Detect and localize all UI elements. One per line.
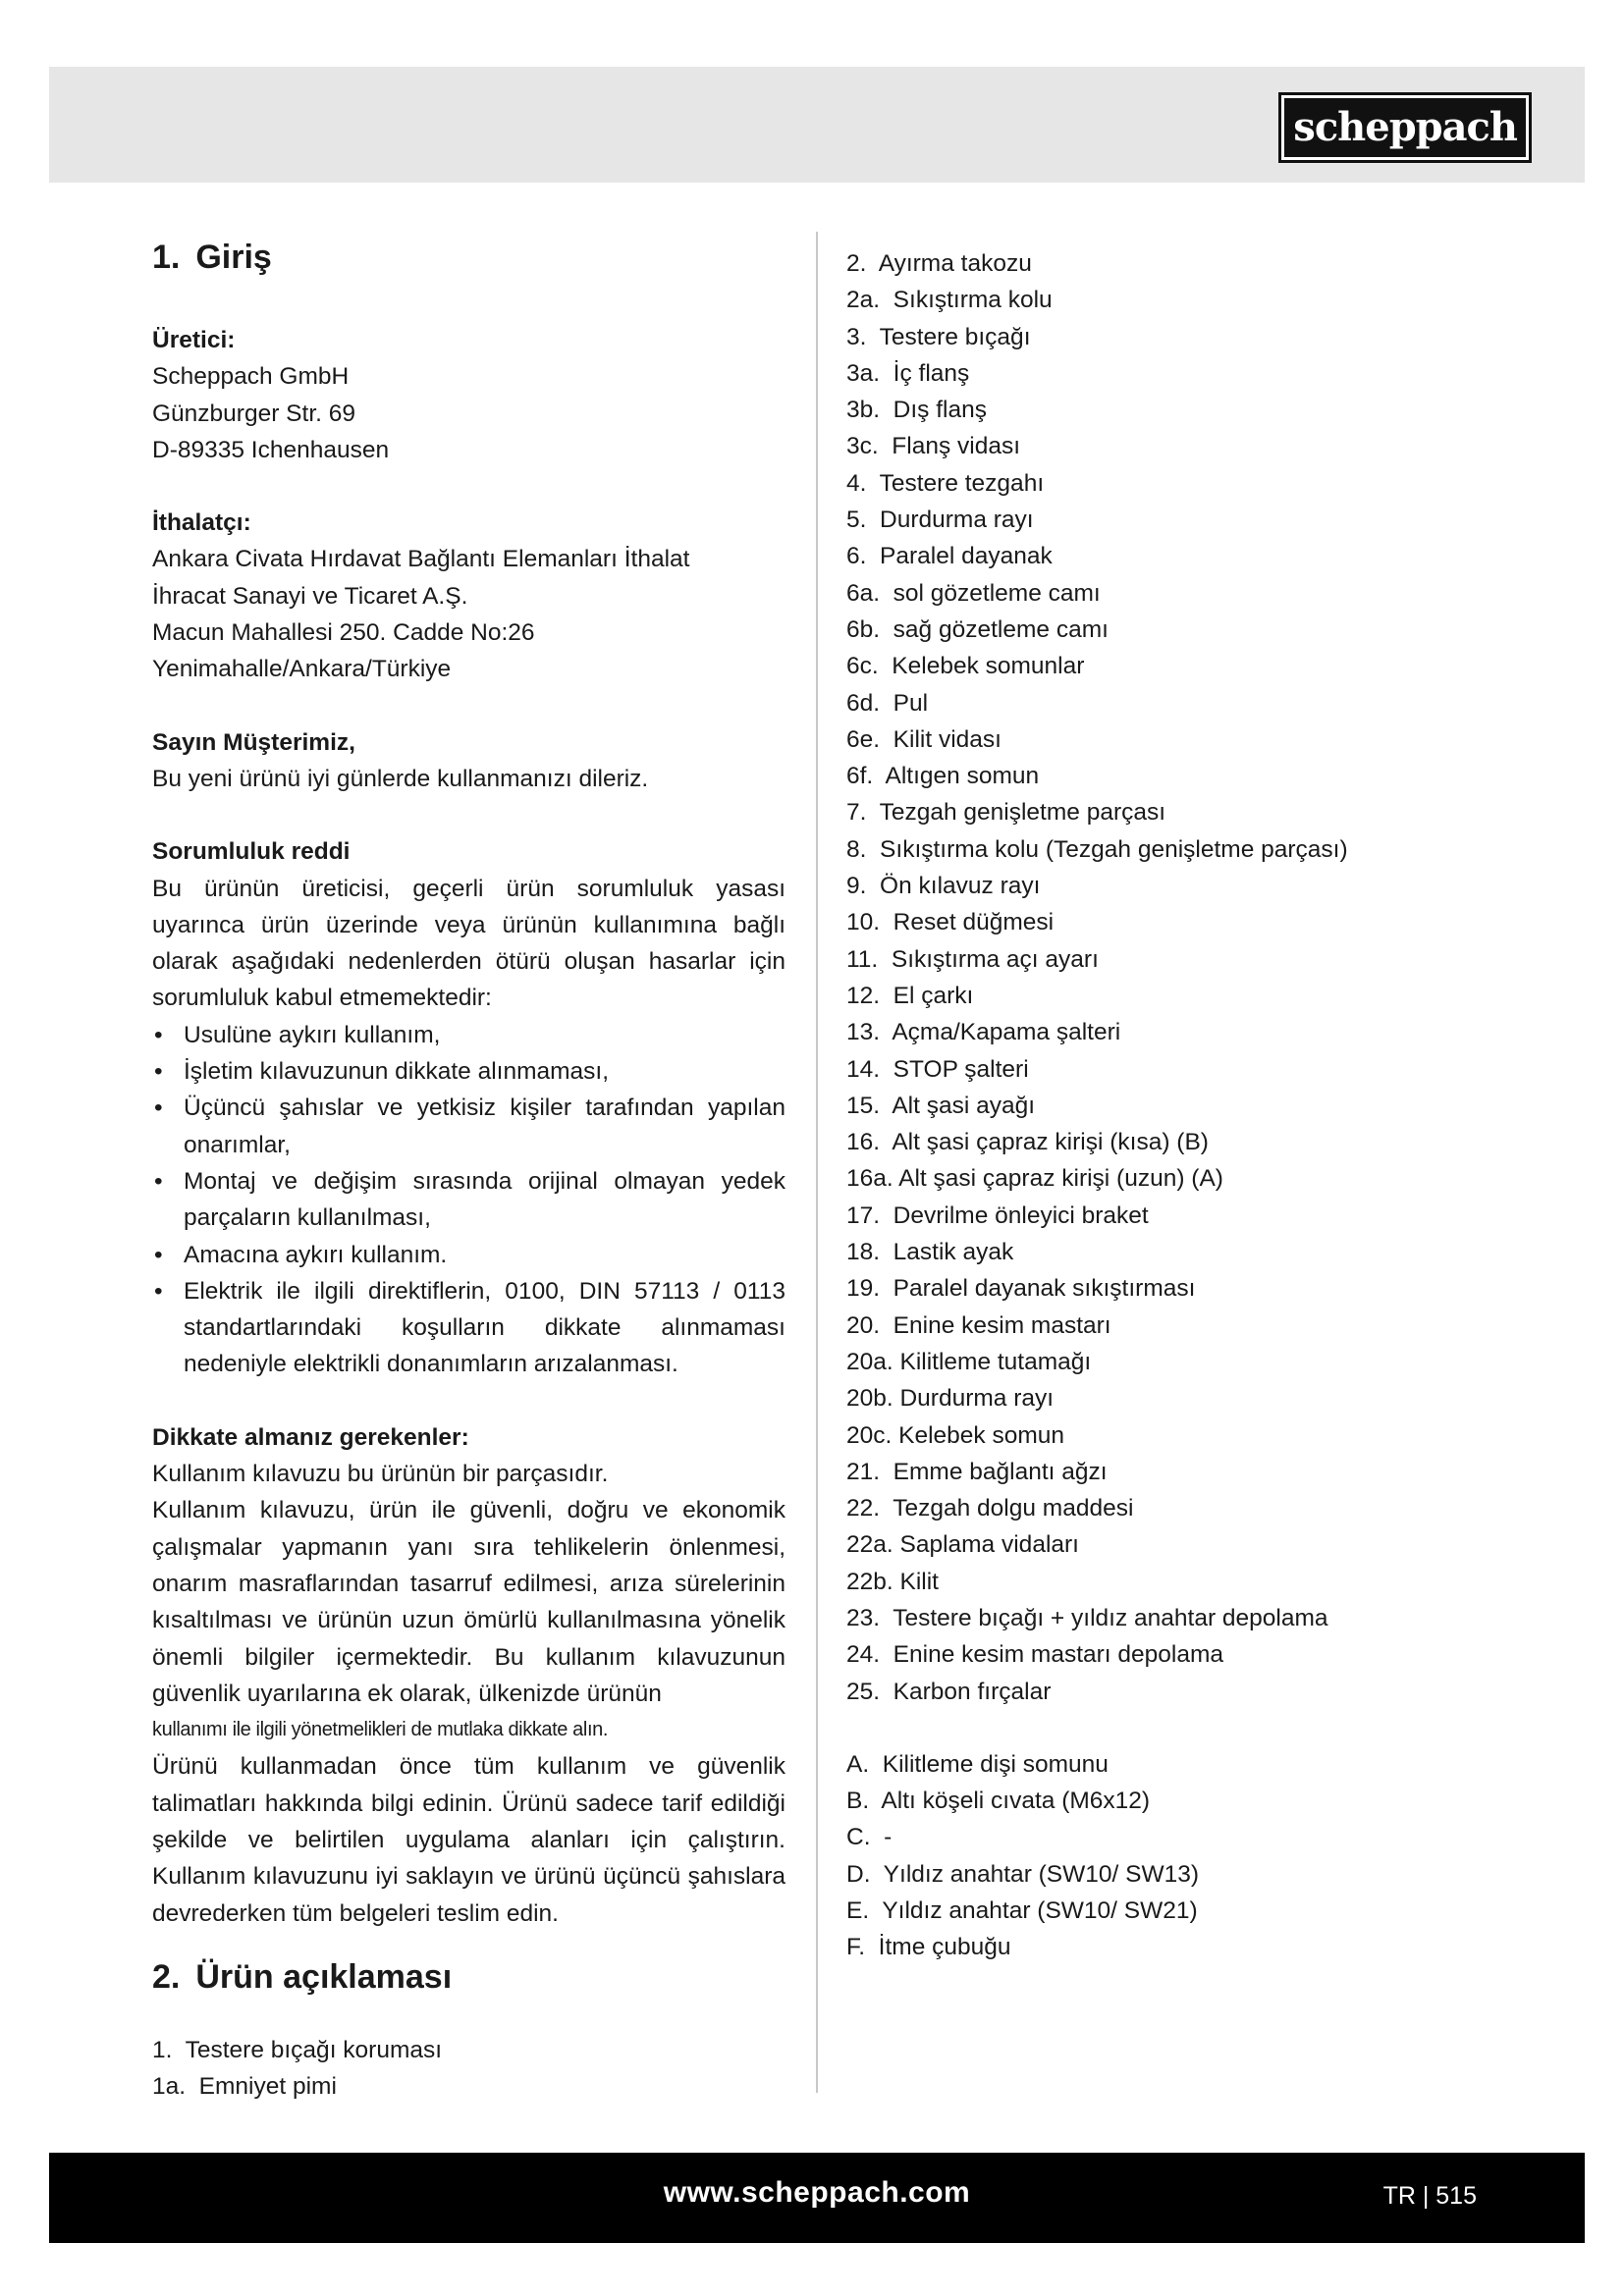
section-2-number: 2. xyxy=(152,1957,181,1996)
parts-list-item: 3c. Flanş vidası xyxy=(846,433,1021,460)
notes-line: Kullanım kılavuzu bu ürünün bir parçasıdır. xyxy=(152,1461,609,1488)
greeting-label: Sayın Müşterimiz, xyxy=(152,728,355,756)
parts-list-item: 2a. Sıkıştırma kolu xyxy=(846,287,1053,314)
parts-list-item: 1. Testere bıçağı koruması xyxy=(152,2036,443,2063)
parts-list-item: 9. Ön kılavuz rayı xyxy=(846,873,1041,900)
manufacturer-line: D-89335 Ichenhausen xyxy=(152,436,390,463)
parts-list-item: 13. Açma/Kapama şalteri xyxy=(846,1019,1121,1046)
parts-list-item: 20. Enine kesim mastarı xyxy=(846,1311,1111,1339)
column-divider xyxy=(816,232,818,2093)
parts-list-item: 16a. Alt şasi çapraz kirişi (uzun) (A) xyxy=(846,1165,1223,1193)
header-bar xyxy=(49,67,1585,183)
manufacturer-line: Günzburger Str. 69 xyxy=(152,400,356,427)
notes-paragraph: Ürünü kullanmadan önce tüm kullanım ve güvenlik talimatları hakkında bilgi edinin. Ürünü sadece tarif edildiği şekilde ve belirtilen uygulama alanları için çalıştırın. Kullanım kılavuzunu iyi saklayın ve ürünü üçüncü şahıslara devrederken tüm belgeleri teslim edin. xyxy=(152,1753,785,1927)
parts-list-item: 6b. sağ gözetleme camı xyxy=(846,615,1109,643)
footer-url[interactable]: www.scheppach.com xyxy=(663,2176,971,2209)
parts-list-item: 4. Testere tezgahı xyxy=(846,469,1045,497)
manufacturer-line: Scheppach GmbH xyxy=(152,363,350,391)
disclaimer-bullet: • Amacına aykırı kullanım. xyxy=(152,1237,785,1273)
parts-list-item: 6c. Kelebek somunlar xyxy=(846,653,1085,680)
parts-list-item: 8. Sıkıştırma kolu (Tezgah genişletme parçası) xyxy=(846,835,1348,863)
section-1-title: Giriş xyxy=(195,239,272,276)
disclaimer-bullet: • Elektrik ile ilgili direktiflerin, 0100, DIN 57113 / 0113 standartlarındaki koşulların dikkate alınmaması nedeniyle elektrikli donanımların arızalanması. xyxy=(152,1273,785,1383)
disclaimer-bullet: • Üçüncü şahıslar ve yetkisiz kişiler tarafından yapılan onarımlar, xyxy=(152,1090,785,1163)
parts-list-item: 25. Karbon fırçalar xyxy=(846,1678,1052,1705)
parts-list-item: 16. Alt şasi çapraz kirişi (kısa) (B) xyxy=(846,1129,1209,1156)
parts-list-item: 15. Alt şasi ayağı xyxy=(846,1092,1036,1119)
notes-small-line: kullanımı ile ilgili yönetmelikleri de mutlaka dikkate alın. xyxy=(152,1719,608,1741)
parts-list-item: 22b. Kilit xyxy=(846,1568,939,1595)
greeting-text: Bu yeni ürünü iyi günlerde kullanmanızı dileriz. xyxy=(152,765,649,792)
notes-paragraph: Kullanım kılavuzu, ürün ile güvenli, doğru ve ekonomik çalışmalar yapmanın yanı sıra tehlikelerin önlenmesi, onarım masraflarından tasarruf edilmesi, arıza sürelerinin kısaltılması ve ürünün uzun ömürlü kullanılmasına yönelik önemli bilgiler içermektedir. Bu kullanım kılavuzunun güvenlik uyarılarına ek olarak, ülkenizde ürünün xyxy=(152,1497,785,1707)
accessory-list-item: E. Yıldız anahtar (SW10/ SW21) xyxy=(846,1897,1198,1925)
parts-list-item: 21. Emme bağlantı ağzı xyxy=(846,1458,1108,1485)
parts-list-item: 20c. Kelebek somun xyxy=(846,1421,1064,1449)
parts-list-item: 3. Testere bıçağı xyxy=(846,323,1031,350)
disclaimer-label: Sorumluluk reddi xyxy=(152,838,351,866)
parts-list-item: 10. Reset düğmesi xyxy=(846,909,1055,936)
parts-list-item: 14. STOP şalteri xyxy=(846,1055,1029,1083)
parts-list-item: 18. Lastik ayak xyxy=(846,1239,1014,1266)
parts-list-item: 6f. Altıgen somun xyxy=(846,763,1040,790)
parts-list-item: 23. Testere bıçağı + yıldız anahtar depolama xyxy=(846,1604,1328,1631)
right-column xyxy=(846,245,1553,1966)
parts-list-item: 6. Paralel dayanak xyxy=(846,543,1053,570)
section-1-heading xyxy=(152,236,785,279)
section-2-heading xyxy=(152,1955,785,1999)
parts-list-item: 22a. Saplama vidaları xyxy=(846,1531,1079,1559)
brand-logo: scheppach xyxy=(1278,92,1532,163)
section-1-number: 1. xyxy=(152,239,181,276)
disclaimer-bullet: • Montaj ve değişim sırasında orijinal olmayan yedek parçaların kullanılması, xyxy=(152,1163,785,1237)
parts-list-item: 24. Enine kesim mastarı depolama xyxy=(846,1641,1224,1669)
parts-list-item: 7. Tezgah genişletme parçası xyxy=(846,799,1166,827)
disclaimer-bullet: • Usulüne aykırı kullanım, xyxy=(152,1017,785,1053)
parts-list-item: 11. Sıkıştırma açı ayarı xyxy=(846,945,1099,973)
notes-label: Dikkate almanız gerekenler: xyxy=(152,1423,469,1451)
page-number: TR | 515 xyxy=(1382,2182,1477,2210)
importer-line: Yenimahalle/Ankara/Türkiye xyxy=(152,656,452,683)
parts-list xyxy=(846,245,1553,1710)
disclaimer-bullet-list xyxy=(152,1017,785,1383)
parts-list-item: 6d. Pul xyxy=(846,689,929,717)
importer-label: İthalatçı: xyxy=(152,509,251,537)
manufacturer-label: Üretici: xyxy=(152,327,236,353)
disclaimer-text: Bu ürünün üreticisi, geçerli ürün sorumluluk yasası uyarınca ürün üzerinde veya ürünün kullanımına bağlı olarak aşağıdaki nedenlerden ötürü oluşan hasarlar için sorumluluk kabul etmemektedir: xyxy=(152,875,785,1012)
parts-list-item: 6e. Kilit vidası xyxy=(846,725,1001,753)
accessory-list-item: A. Kilitleme dişi somunu xyxy=(846,1750,1109,1778)
parts-list-item: 19. Paralel dayanak sıkıştırması xyxy=(846,1275,1196,1303)
importer-line: İhracat Sanayi ve Ticaret A.Ş. xyxy=(152,582,468,610)
parts-list-item: 20b. Durdurma rayı xyxy=(846,1385,1055,1413)
accessory-list-item: F. İtme çubuğu xyxy=(846,1934,1011,1961)
parts-list-item: 3a. İç flanş xyxy=(846,359,970,387)
accessory-list-item: C. - xyxy=(846,1824,893,1851)
parts-list-item: 17. Devrilme önleyici braket xyxy=(846,1201,1149,1229)
section-2-title: Ürün açıklaması xyxy=(195,1957,453,1996)
importer-line: Ankara Civata Hırdavat Bağlantı Elemanları İthalat xyxy=(152,546,690,573)
disclaimer-bullet: • İşletim kılavuzunun dikkate alınmaması, xyxy=(152,1053,785,1090)
parts-list-item: 6a. sol gözetleme camı xyxy=(846,579,1101,607)
parts-list-item: 5. Durdurma rayı xyxy=(846,507,1034,534)
accessory-list-item: B. Altı köşeli cıvata (M6x12) xyxy=(846,1788,1151,1815)
parts-list-item: 1a. Emniyet pimi xyxy=(152,2073,337,2101)
parts-list-item: 20a. Kilitleme tutamağı xyxy=(846,1348,1092,1375)
parts-list-item: 2. Ayırma takozu xyxy=(846,250,1032,277)
parts-list-item: 22. Tezgah dolgu maddesi xyxy=(846,1495,1134,1522)
accessory-list-item: D. Yıldız anahtar (SW10/ SW13) xyxy=(846,1860,1200,1888)
parts-list-item: 3b. Dış flanş xyxy=(846,397,987,424)
accessory-list xyxy=(846,1746,1553,1966)
footer-bar xyxy=(49,2153,1585,2243)
importer-line: Macun Mahallesi 250. Cadde No:26 xyxy=(152,619,535,647)
left-column xyxy=(152,236,785,2105)
parts-list-item: 12. El çarkı xyxy=(846,982,974,1009)
